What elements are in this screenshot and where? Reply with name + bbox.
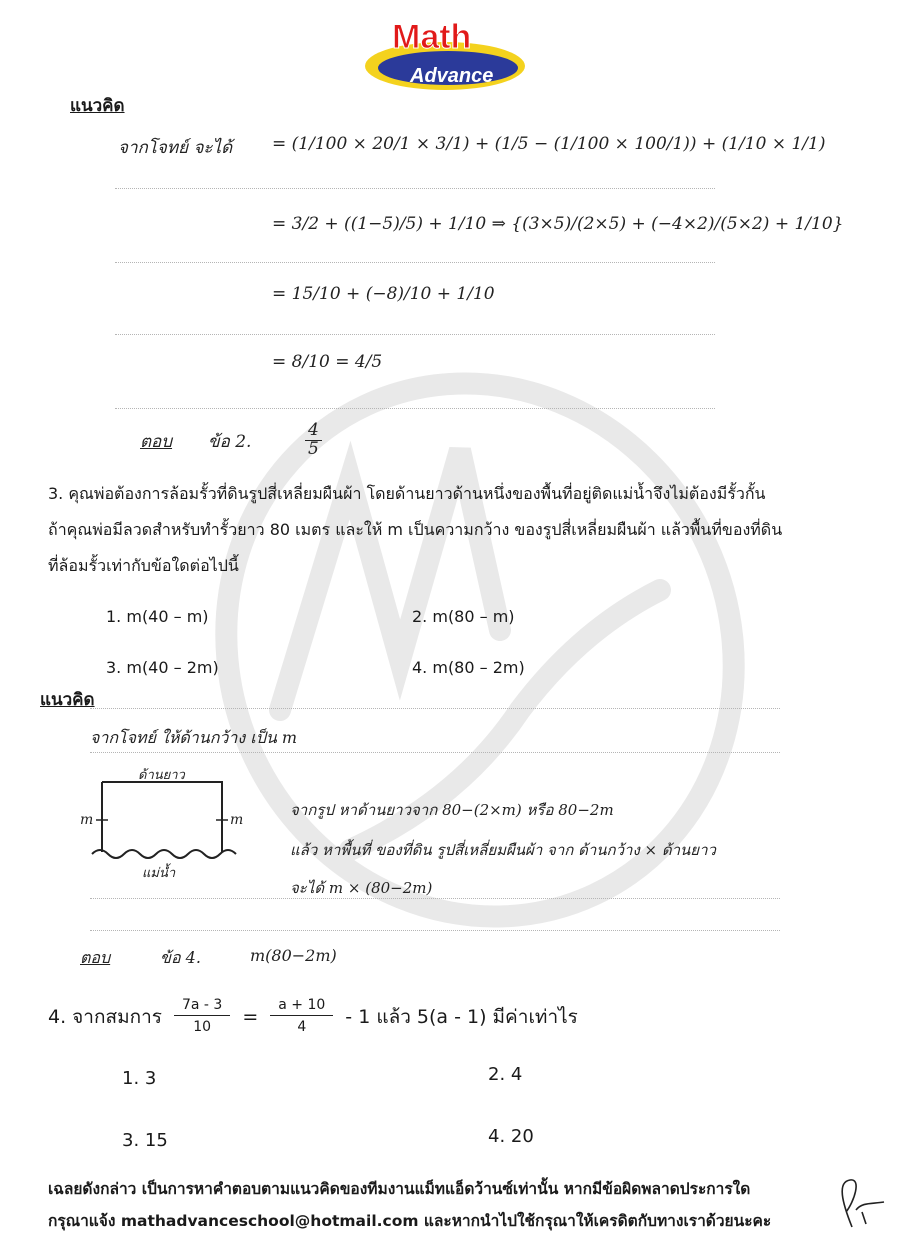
question-3-option-4: 4. m(80 – 2m) <box>412 658 525 677</box>
question-3-line-1: 3. คุณพ่อต้องการล้อมรั้วที่ดินรูปสี่เหลี่ยมผืนผ้า โดยด้านยาวด้านหนึ่งของพื้นที่อยู่ติดแม่น้ำจึงไม่ต้องมีรั้วกั้น <box>48 484 766 503</box>
step-2: = 3/2 + ((1−5)/5) + 1/10 ⇒ {(3×5)/(2×5) + (−4×2)/(5×2) + 1/10} <box>272 214 844 234</box>
dotted-line <box>90 752 780 753</box>
answer-label-2: ตอบ <box>80 948 111 967</box>
answer-label-1: ตอบ <box>140 432 173 452</box>
answer-numerator: 4 <box>305 422 322 441</box>
rhs-numerator: a + 10 <box>270 996 333 1016</box>
footer-line-2: กรุณาแจ้ง mathadvanceschool@hotmail.com และหากนำไปใช้กรุณาให้เครดิตกับทางเราด้วยนะคะ <box>48 1212 772 1230</box>
dotted-line <box>115 188 715 189</box>
question-4-option-4: 4. 20 <box>488 1126 534 1147</box>
explanation-line-3: จะได้ m × (80−2m) <box>290 879 433 897</box>
answer-denominator: 5 <box>308 438 319 459</box>
lhs-denominator: 10 <box>193 1018 212 1035</box>
footer-line-1: เฉลยดังกล่าว เป็นการหาคำตอบตามแนวคิดของทีมงานแม็ทแอ็ดว้านซ์เท่านั้น หากมีข้อผิดพลาดประการใด <box>48 1180 751 1198</box>
question-4-suffix: - 1 แล้ว 5(a - 1) มีค่าเท่าไร <box>345 1006 578 1029</box>
rhs-denominator: 4 <box>297 1018 307 1035</box>
question-3-option-1: 1. m(40 – m) <box>106 607 209 626</box>
answer-choice-2: ข้อ 4. <box>160 948 201 967</box>
lhs-numerator: 7a - 3 <box>174 996 230 1016</box>
question-4-option-3: 3. 15 <box>122 1130 168 1151</box>
figure-label-right: m <box>230 812 244 828</box>
dotted-line <box>90 930 780 931</box>
step-1: = (1/100 × 20/1 × 3/1) + (1/5 − (1/100 × 100/1)) + (1/10 × 1/1) <box>272 134 826 154</box>
signature-image <box>832 1172 892 1232</box>
explanation-line-2: แล้ว หาพื้นที่ ของที่ดิน รูปสี่เหลี่ยมผืนผ้า จาก ด้านกว้าง × ด้านยาว <box>290 841 716 859</box>
question-3-option-2: 2. m(80 – m) <box>412 607 515 626</box>
step-3: = 15/10 + (−8)/10 + 1/10 <box>272 284 495 304</box>
dotted-line <box>115 408 715 409</box>
solution-heading-1: แนวคิด <box>70 96 125 116</box>
math-advance-logo <box>360 8 530 96</box>
figure-label-bottom: แม่น้ำ <box>142 866 176 881</box>
question-4-option-1: 1. 3 <box>122 1068 157 1089</box>
question-3-line-2: ถ้าคุณพ่อมีลวดสำหรับทำรั้วยาว 80 เมตร และให้ m เป็นความกว้าง ของรูปสี่เหลี่ยมผืนผ้า แล้วพื้นที่ของที่ดิน <box>48 520 783 539</box>
figure-label-top: ด้านยาว <box>138 768 185 783</box>
answer-value-2: m(80−2m) <box>250 946 337 965</box>
svg-text:Math: Math <box>392 18 472 56</box>
question-3-line-3: ที่ล้อมรั้วเท่ากับข้อใดต่อไปนี้ <box>48 556 239 575</box>
question-3-option-3: 3. m(40 – 2m) <box>106 658 219 677</box>
answer-fraction-1 <box>302 422 325 459</box>
dotted-line <box>90 898 780 899</box>
dotted-line <box>115 262 715 263</box>
answer-choice-1: ข้อ 2. <box>208 432 252 452</box>
question-4 <box>48 996 578 1038</box>
solution-heading-2: แนวคิด <box>40 690 95 710</box>
dotted-line <box>115 334 715 335</box>
solution-intro-2: จากโจทย์ ให้ด้านกว้าง เป็น m <box>90 728 298 747</box>
explanation-line-1: จากรูป หาด้านยาวจาก 80−(2×m) หรือ 80−2m <box>290 801 614 819</box>
question-4-option-2: 2. 4 <box>488 1064 523 1085</box>
question-4-prefix: 4. จากสมการ <box>48 1006 162 1029</box>
step-4: = 8/10 = 4/5 <box>272 352 383 372</box>
equals-sign: = <box>242 1006 259 1029</box>
svg-text:Advance: Advance <box>410 65 494 87</box>
solution-intro-1: จากโจทย์ จะได้ <box>118 138 233 158</box>
dotted-line <box>90 708 780 709</box>
figure-label-left: m <box>80 812 94 828</box>
